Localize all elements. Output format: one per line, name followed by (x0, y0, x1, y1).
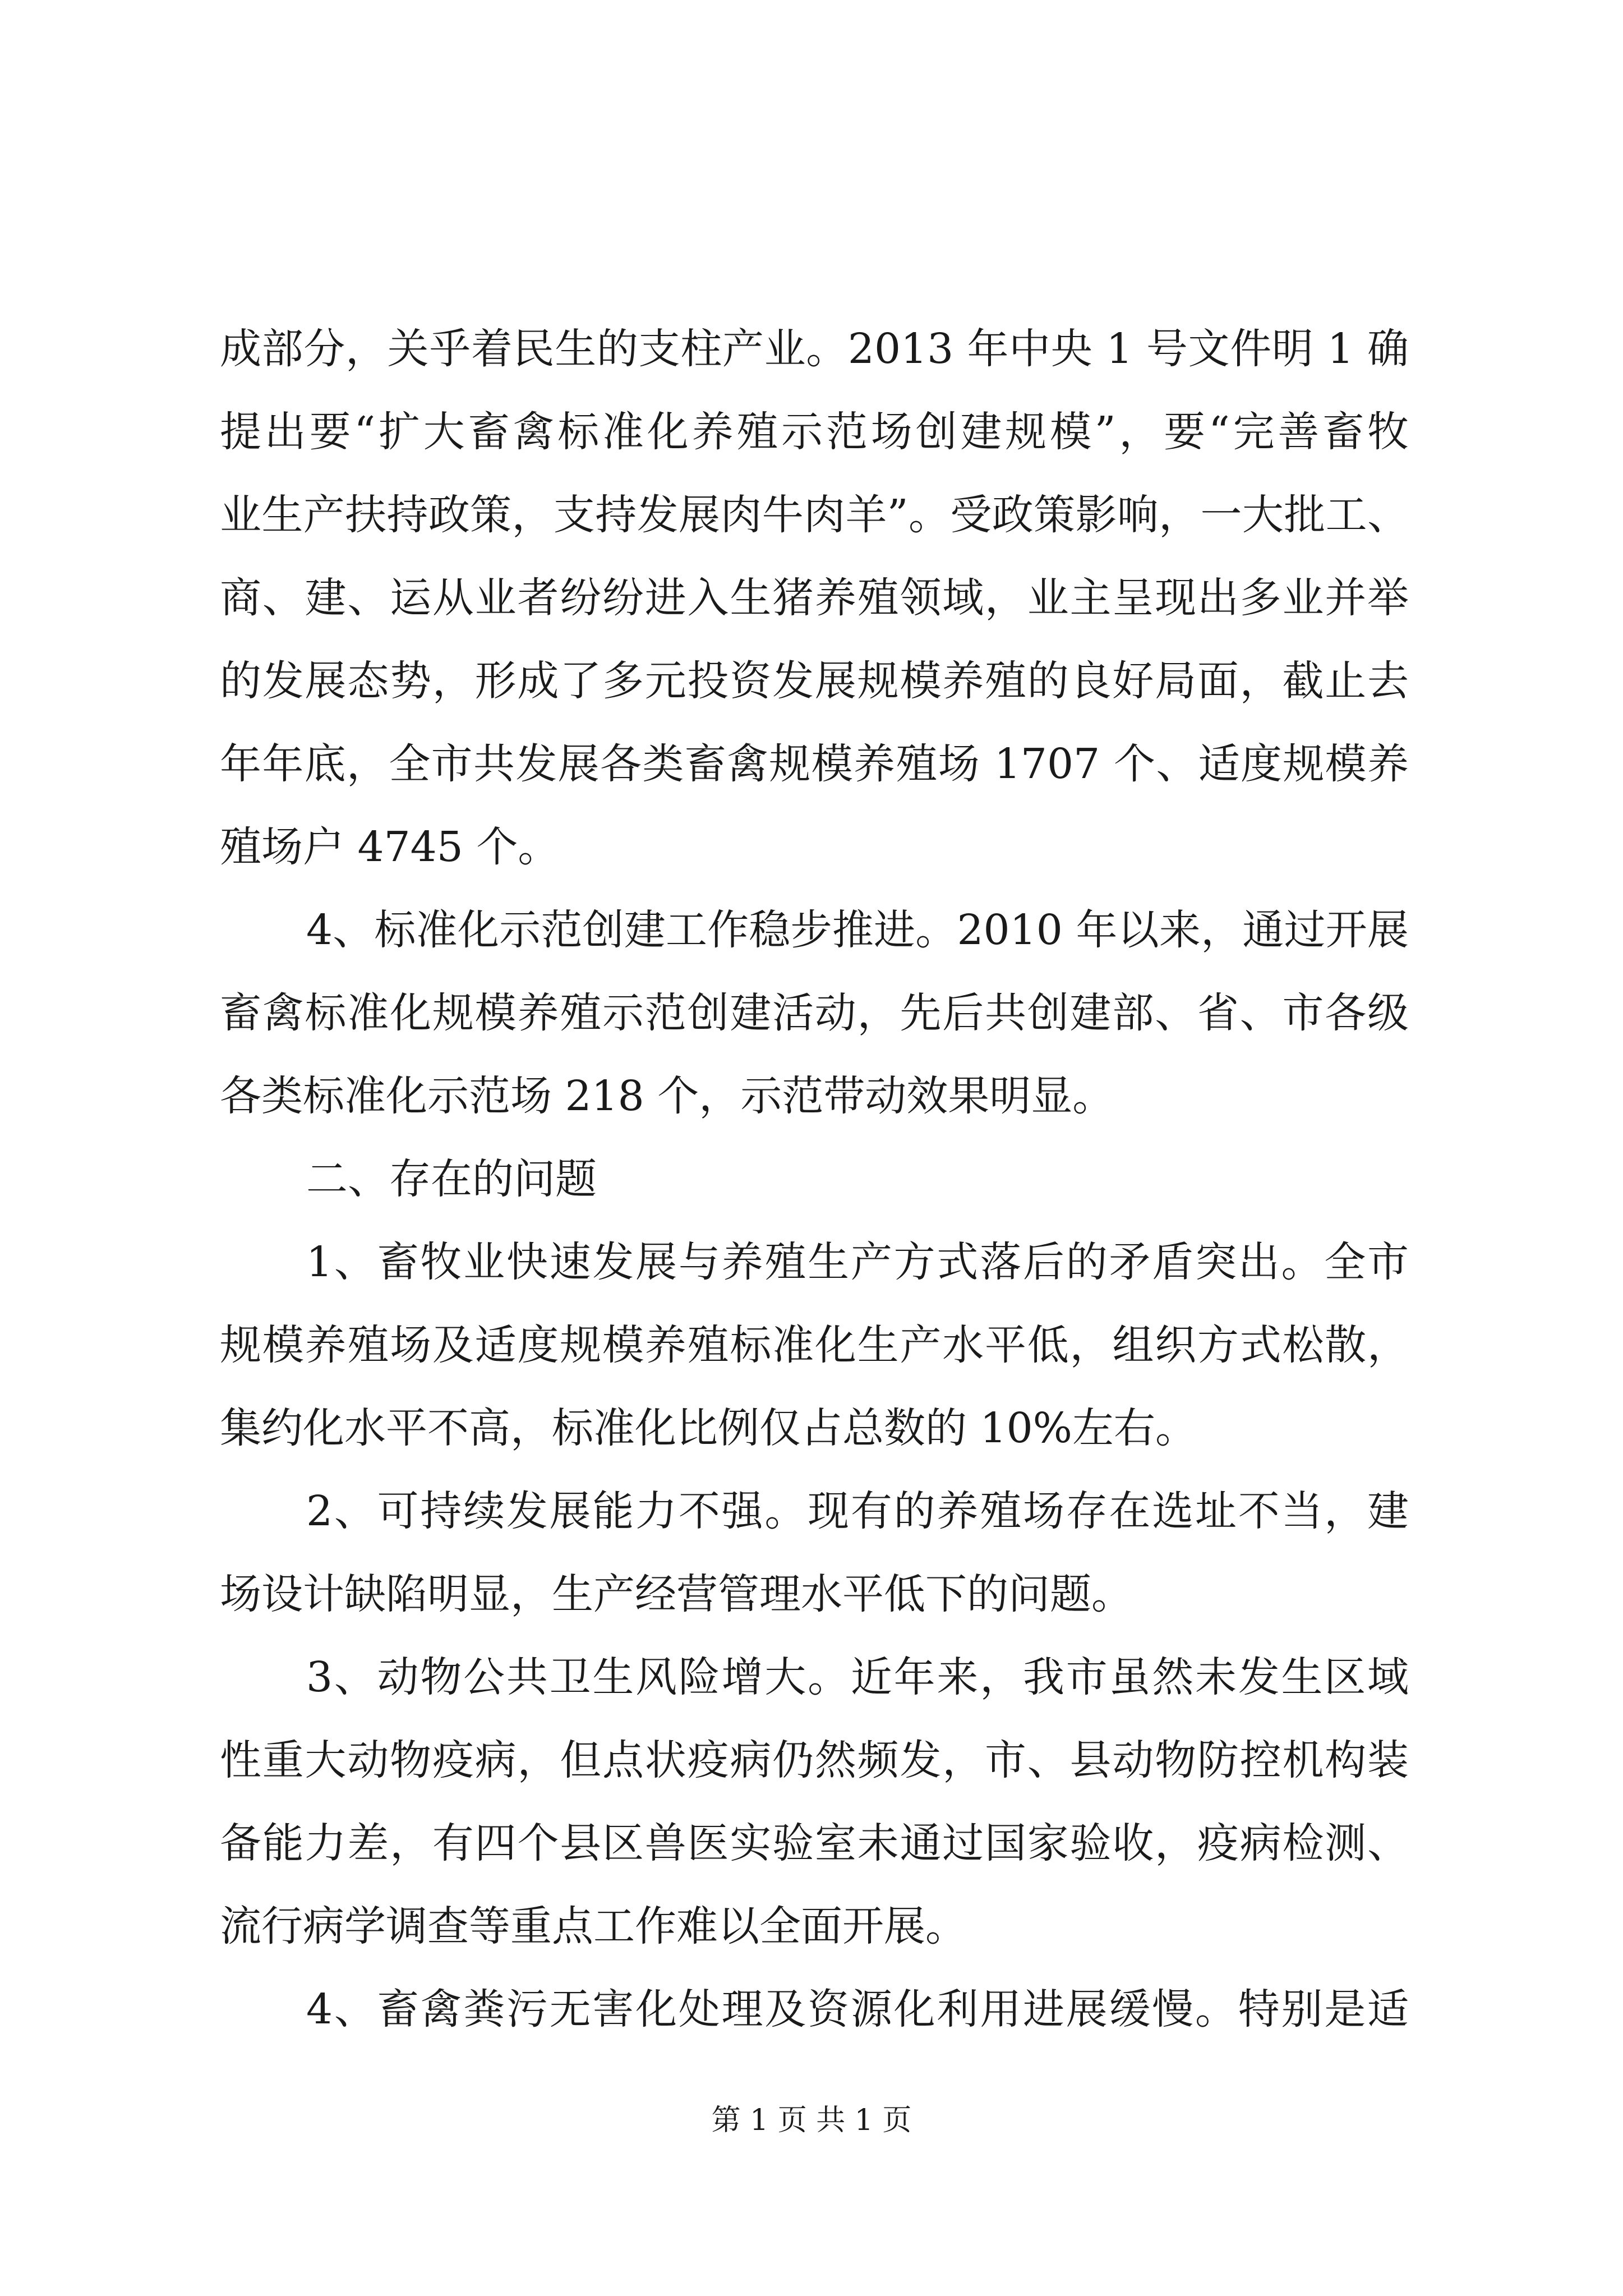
text-line: 畜禽标准化规模养殖示范创建活动，先后共创建部、省、市各级 (220, 989, 1409, 1037)
text-line: 3、动物公共卫生风险增大。近年来，我市虽然未发生区域 (306, 1653, 1409, 1701)
text-line: 业生产扶持政策，支持发展肉牛肉羊”。受政策影响，一大批工、 (220, 491, 1409, 539)
text-line: 成部分，关乎着民生的支柱产业。2013 年中央 1 号文件明 1 确 (220, 325, 1409, 373)
text-line: 的发展态势，形成了多元投资发展规模养殖的良好局面，截止去 (220, 657, 1409, 705)
text-line: 商、建、运从业者纷纷进入生猪养殖领域，业主呈现出多业并举 (220, 574, 1409, 622)
text-line: 流行病学调查等重点工作难以全面开展。 (220, 1902, 967, 1950)
page-footer: 第 1 页 共 1 页 (711, 2104, 912, 2137)
text-line: 殖场户 4745 个。 (220, 823, 560, 871)
text-line: 各类标准化示范场 218 个，示范带动效果明显。 (220, 1072, 1114, 1120)
document-body (220, 307, 1409, 2051)
text-line: 1、畜牧业快速发展与养殖生产方式落后的矛盾突出。全市 (306, 1238, 1409, 1286)
text-line: 规模养殖场及适度规模养殖标准化生产水平低，组织方式松散， (220, 1321, 1409, 1369)
text-line: 备能力差，有四个县区兽医实验室未通过国家验收，疫病检测、 (220, 1819, 1409, 1867)
text-line: 4、畜禽粪污无害化处理及资源化利用进展缓慢。特别是适 (306, 1985, 1409, 2033)
text-line: 2、可持续发展能力不强。现有的养殖场存在选址不当，建 (306, 1487, 1409, 1535)
text-line: 二、存在的问题 (306, 1155, 597, 1203)
text-line: 4、标准化示范创建工作稳步推进。2010 年以来，通过开展 (306, 906, 1409, 954)
text-line: 场设计缺陷明显，生产经营管理水平低下的问题。 (220, 1570, 1133, 1618)
text-line: 集约化水平不高，标准化比例仅占总数的 10%左右。 (220, 1404, 1197, 1452)
text-line: 提出要“扩大畜禽标准化养殖示范场创建规模”，要“完善畜牧 (220, 408, 1409, 456)
text-line: 年年底，全市共发展各类畜禽规模养殖场 1707 个、适度规模养 (220, 740, 1409, 788)
text-line: 性重大动物疫病，但点状疫病仍然频发，市、县动物防控机构装 (220, 1736, 1409, 1784)
